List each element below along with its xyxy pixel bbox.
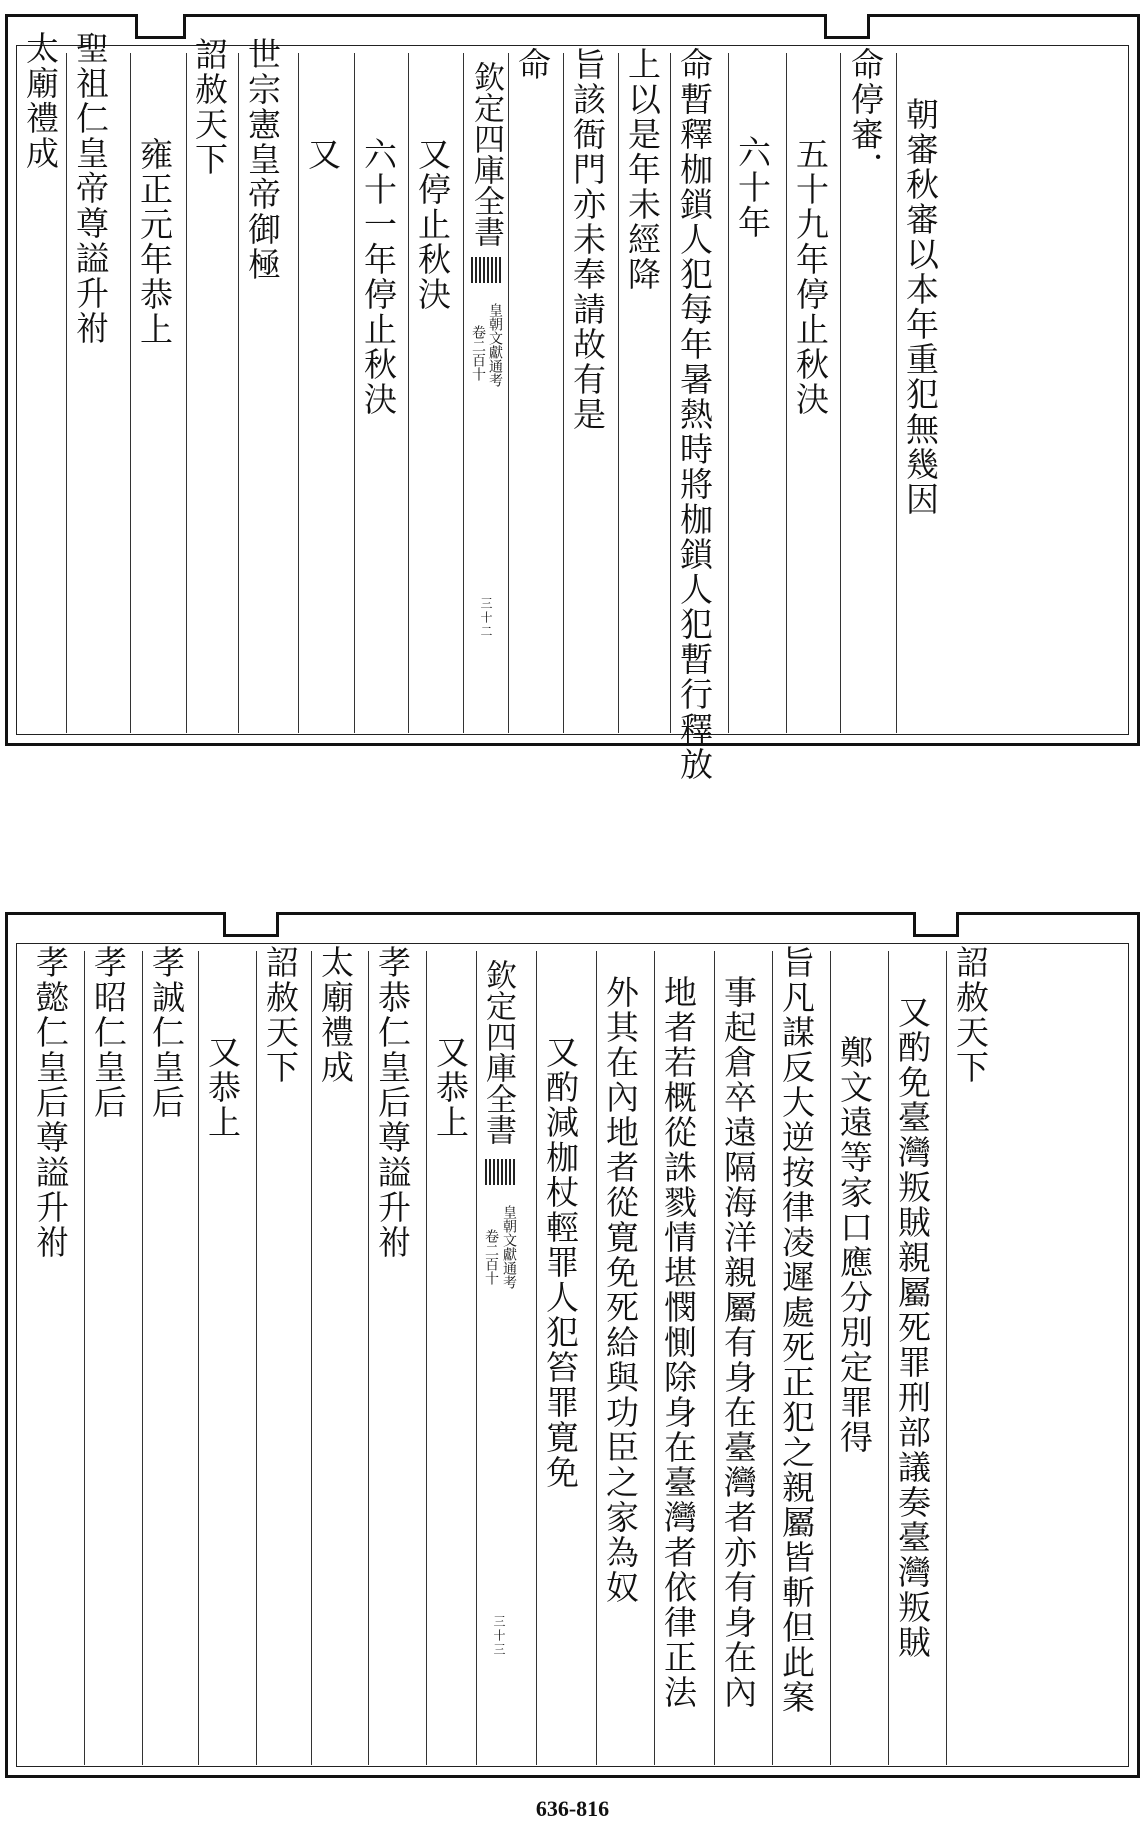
gutter-subtitle: 皇朝文獻通考 [501, 1205, 517, 1289]
text-column: 地者若概從誅戮情堪憫惻除身在臺灣者依律正法 [659, 975, 698, 1710]
text-column: 旨凡謀反大逆按律凌遲處死正犯之親屬皆斬但此案 [777, 945, 816, 1715]
text-column: 命停審． [846, 47, 885, 187]
text-column: 又酌減枷杖輕罪人犯笞罪寛免 [541, 1035, 580, 1490]
tab-notch [913, 912, 959, 937]
gutter-subtitle: 皇朝文獻通考 [487, 303, 503, 387]
text-column: 世宗憲皇帝御極 [243, 37, 282, 282]
text-column: 又停止秋決 [413, 137, 452, 312]
text-column: 上以是年未經降 [623, 47, 662, 292]
text-column: 詔赦天下 [951, 945, 990, 1085]
tab-notch [824, 14, 870, 39]
gutter-page-number: 三十三 [492, 1615, 506, 1657]
text-column: 聖祖仁皇帝尊謚升祔 [71, 31, 110, 346]
page-reference: 636-816 [535, 1796, 610, 1821]
page-top [5, 14, 1140, 782]
text-column: 太廟禮成 [21, 31, 60, 171]
text-column: 命暫釋枷鎖人犯每年暑熱時將枷鎖人犯暫行釋放 [675, 47, 714, 782]
tab-notch [135, 14, 186, 39]
text-column: 孝昭仁皇后 [89, 945, 128, 1120]
text-column: 又恭上 [431, 1035, 470, 1140]
text-column: 事起倉卒遠隔海洋親屬有身在臺灣者亦有身在內 [719, 975, 758, 1710]
fish-tail-ornament [485, 1159, 515, 1185]
text-column: 雍正元年恭上 [135, 137, 174, 347]
gutter-title: 欽定四庫全書 [480, 959, 516, 1145]
text-column: 孝懿仁皇后尊謚升祔 [31, 945, 70, 1260]
text-column: 詔赦天下 [261, 945, 300, 1085]
text-column: 又恭上 [203, 1035, 242, 1140]
text-column: 六十年 [733, 135, 772, 240]
page-bottom [5, 912, 1140, 1778]
fish-tail-ornament [471, 257, 501, 283]
text-column: 詔赦天下 [190, 37, 229, 177]
text-column: 孝恭仁皇后尊謚升祔 [373, 945, 412, 1260]
gutter-page-number: 三十二 [479, 597, 493, 639]
gutter-juan: 卷二百十 [470, 325, 486, 381]
text-column: 鄭文遠等家口應分別定罪得 [835, 1035, 874, 1455]
gutter-title: 欽定四庫全書 [468, 61, 504, 247]
text-column: 外其在內地者從寛免死給與功臣之家為奴 [601, 975, 640, 1605]
gutter-juan: 卷二百十 [483, 1229, 499, 1285]
text-column: 旨該衙門亦未奉請故有是 [568, 47, 607, 432]
text-column: 命 [513, 47, 552, 82]
tab-notch [223, 912, 279, 937]
text-column: 六十一年停止秋決 [359, 137, 398, 417]
text-column: 又 [303, 137, 342, 172]
text-column: 五十九年停止秋決 [791, 137, 830, 417]
text-column: 又酌免臺灣叛賊親屬死罪刑部議奏臺灣叛賊 [893, 995, 932, 1660]
text-column: 朝審秋審以本年重犯無幾因 [901, 97, 940, 517]
text-column: 孝誠仁皇后 [147, 945, 186, 1120]
text-column: 太廟禮成 [316, 945, 355, 1085]
